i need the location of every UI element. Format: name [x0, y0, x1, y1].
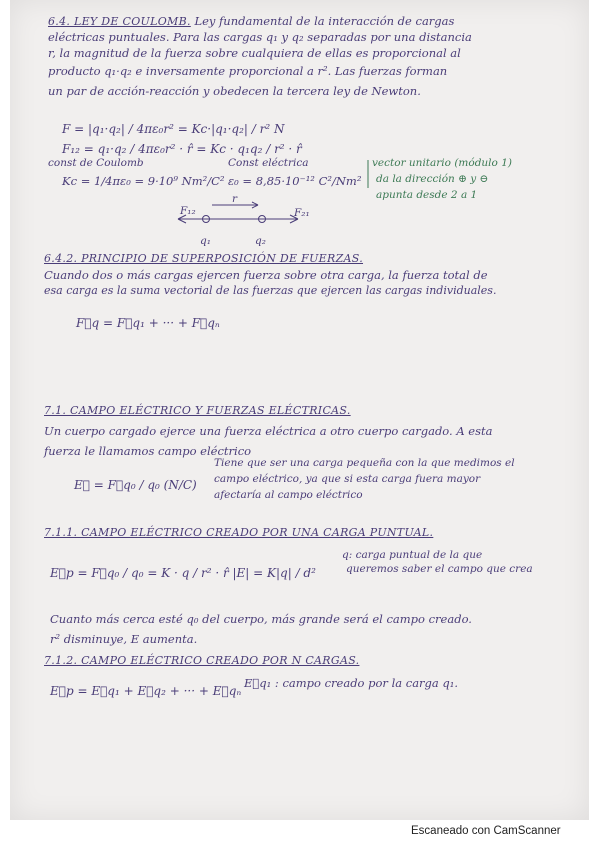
section-heading: 6.4. LEY DE COULOMB. — [48, 15, 191, 28]
coulomb-constant-label: const de Coulomb — [48, 157, 144, 169]
test-charge-note: Tiene que ser una carga pequeña con la que medimos el — [214, 457, 515, 469]
section-line: producto q₁·q₂ e inversamente proporcional a r². Las fuerzas forman — [48, 64, 448, 78]
section-line: esa carga es la suma vectorial de las fuerzas que ejercen las cargas individuales. — [44, 284, 497, 297]
test-charge-note: campo eléctrico, ya que si esta carga fuera mayor — [214, 473, 481, 485]
section-line: r, la magnitud de la fuerza sobre cualquiera de ellas es proporcional al — [48, 46, 461, 60]
scanner-watermark: Escaneado con CamScanner — [411, 825, 561, 837]
section-heading: 7.1.2. CAMPO ELÉCTRICO CREADO POR N CARGAS. — [44, 654, 360, 667]
charge-label-q1: q₁ — [200, 235, 211, 247]
section-line: r² disminuye, E aumenta. — [50, 632, 198, 646]
point-charge-note: q: carga puntual de la que — [342, 549, 483, 561]
electric-field-formula: E⃗ = F⃗q₀ / q₀ (N/C) — [74, 478, 197, 492]
point-charge-note: queremos saber el campo que crea — [346, 563, 533, 575]
section-line: eléctricas puntuales. Para las cargas q₁ y q₂ separadas por una distancia — [48, 30, 472, 44]
electric-constant-label: Const eléctrica — [228, 157, 309, 169]
unit-vector-note: apunta desde 2 a 1 — [376, 189, 478, 201]
section-line: fuerza le llamamos campo eléctrico — [44, 444, 252, 458]
section-heading: 6.4.2. PRINCIPIO DE SUPERPOSICIÓN DE FUERZAS. — [44, 252, 364, 265]
coulomb-formula: F = |q₁·q₂| / 4πε₀r² = Kc·|q₁·q₂| / r² N — [62, 122, 285, 136]
distance-label: r — [232, 193, 238, 205]
section-line: Cuando dos o más cargas ejercen fuerza sobre otra carga, la fuerza total de — [44, 268, 488, 282]
charge-label-q2: q₂ — [255, 235, 266, 247]
section-heading: 7.1. CAMPO ELÉCTRICO Y FUERZAS ELÉCTRICAS. — [44, 404, 351, 417]
force-label-f21: F₂₁ — [294, 207, 310, 219]
point-charge-formula: E⃗p = F⃗q₀ / q₀ = K · q / r² · r̂ |E| = K|q| / d² — [50, 566, 316, 580]
force-label-f12: F₁₂ — [180, 205, 196, 217]
coulomb-constant: Kc = 1/4πε₀ = 9·10⁹ Nm²/C² — [62, 174, 225, 188]
section-line: un par de acción-reacción y obedecen la tercera ley de Newton. — [48, 84, 421, 98]
unit-vector-note: da la dirección ⊕ y ⊖ — [376, 173, 489, 185]
section-line: Ley fundamental de la interacción de cargas — [194, 14, 455, 28]
section-line: Un cuerpo cargado ejerce una fuerza eléctrica a otro cuerpo cargado. A esta — [44, 424, 493, 438]
coulomb-vector-formula: F₁₂ = q₁·q₂ / 4πε₀r² · r̂ = Kc · q₁q₂ / r² · r̂ — [62, 142, 302, 156]
superposition-formula: F⃗q = F⃗q₁ + ··· + F⃗qₙ — [76, 316, 220, 330]
electric-constant: ε₀ = 8,85·10⁻¹² C²/Nm² — [228, 174, 362, 188]
n-charges-note: E⃗q₁ : campo creado por la carga q₁. — [244, 676, 459, 690]
section-line: Cuanto más cerca esté q₀ del cuerpo, más grande será el campo creado. — [50, 612, 472, 626]
n-charges-formula: E⃗p = E⃗q₁ + E⃗q₂ + ··· + E⃗qₙ — [50, 684, 242, 698]
unit-vector-note: vector unitario (módulo 1) — [372, 157, 512, 169]
section-heading: 7.1.1. CAMPO ELÉCTRICO CREADO POR UNA CARGA PUNTUAL. — [44, 526, 434, 539]
test-charge-note: afectaría al campo eléctrico — [214, 489, 363, 501]
